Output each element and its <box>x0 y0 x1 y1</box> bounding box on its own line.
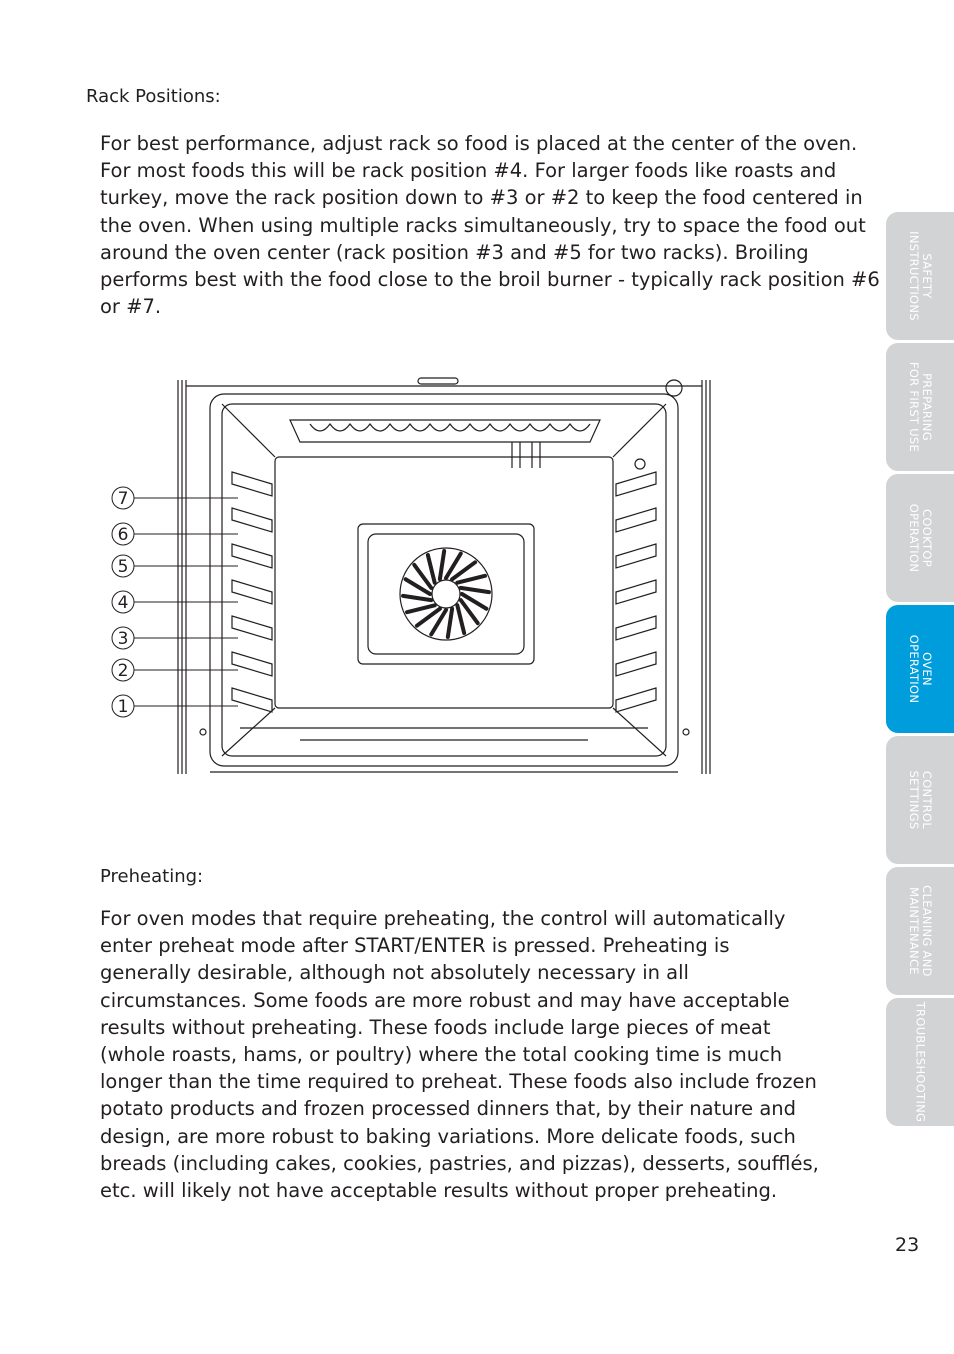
tab-troubleshooting[interactable] <box>886 998 954 1126</box>
rack-position-number: 4 <box>117 593 129 613</box>
fan-blade <box>461 588 489 592</box>
tab-label: OVEN OPERATION <box>907 634 934 704</box>
rack-position-callout <box>112 555 238 577</box>
rack-support <box>616 580 656 604</box>
tab-label: COOKTOP OPERATION <box>907 503 934 573</box>
rack-support <box>616 472 656 496</box>
rack-position-callout <box>112 523 238 545</box>
rack-position-callout <box>112 695 238 717</box>
rack-position-number: 3 <box>117 629 129 649</box>
rack-position-callout <box>112 487 238 509</box>
preheating-heading: Preheating: <box>100 866 204 887</box>
fan-blade <box>407 605 435 612</box>
fan-blade <box>428 555 435 583</box>
page-number: 23 <box>895 1234 920 1256</box>
rack-position-number: 7 <box>117 489 129 509</box>
rack-positions-text: For best performance, adjust rack so food is placed at the center of the oven. For most foods this will be rack position #4. For larger foods like roasts and turkey, move the rack position down to #3 or #2 to keep the food centered in the oven. When using multiple racks simultaneously, try to space the food out around the oven center (rack position #3 and #5 for two racks). Broiling performs best with the food close to the broil burner - typically rack position #6 or #7. <box>100 132 880 319</box>
tab-cooktop-operation[interactable] <box>886 474 954 602</box>
oven-rack-diagram <box>100 372 720 782</box>
fan-blade <box>448 609 452 637</box>
rack-support <box>232 580 272 604</box>
rack-position-number: 1 <box>117 697 129 717</box>
rack-support <box>616 652 656 676</box>
fan-blade <box>440 551 444 579</box>
tab-preparing-for-first-use[interactable] <box>886 343 954 471</box>
rack-positions-heading: Rack Positions: <box>86 86 221 107</box>
rack-position-number: 2 <box>117 661 129 681</box>
rack-support <box>232 544 272 568</box>
tab-cleaning-and-maintenance[interactable] <box>886 867 954 995</box>
fan-blade <box>457 605 464 633</box>
tab-safety-instructions[interactable] <box>886 212 954 340</box>
rack-position-callout <box>112 659 238 681</box>
tab-label: TROUBLESHOOTING <box>913 1001 928 1123</box>
rack-support <box>232 616 272 640</box>
rack-support <box>232 652 272 676</box>
rack-position-number: 5 <box>117 557 129 577</box>
tab-label: CLEANING AND MAINTENANCE <box>907 885 934 977</box>
fan-blade <box>403 596 431 600</box>
rack-support <box>616 508 656 532</box>
rack-support <box>232 508 272 532</box>
rack-position-callout <box>112 627 238 649</box>
tab-label: SAFETY INSTRUCTIONS <box>907 231 934 321</box>
tab-oven-operation[interactable] <box>886 605 954 733</box>
tab-label: PREPARING FOR FIRST USE <box>907 361 934 453</box>
tab-control-settings[interactable] <box>886 736 954 864</box>
fan-blade <box>457 576 485 583</box>
preheating-text: For oven modes that require preheating, the control will automatically enter preheat mode after START/ENTER is pressed. Preheating is generally desirable, although not absolutely necessary in all circumstances. Some foods are more robust and may have acceptable results without preheating. These foods include large pieces of meat (whole roasts, hams, or poultry) where the total cooking time is much longer than the time required to preheat. These foods also include frozen potato products and frozen processed dinners that, by their nature and design, are more robust to baking variations. More delicate foods, such breads (including cakes, cookies, pastries, and pizzas), desserts, soufflés, etc. will likely not have acceptable results without proper preheating. <box>100 907 819 1203</box>
rack-support <box>616 544 656 568</box>
rack-position-callout <box>112 591 238 613</box>
rack-support <box>232 688 272 712</box>
rack-support <box>232 472 272 496</box>
rack-position-number: 6 <box>117 525 129 545</box>
tab-label: CONTROL SETTINGS <box>907 770 934 830</box>
rack-support <box>616 688 656 712</box>
rack-support <box>616 616 656 640</box>
